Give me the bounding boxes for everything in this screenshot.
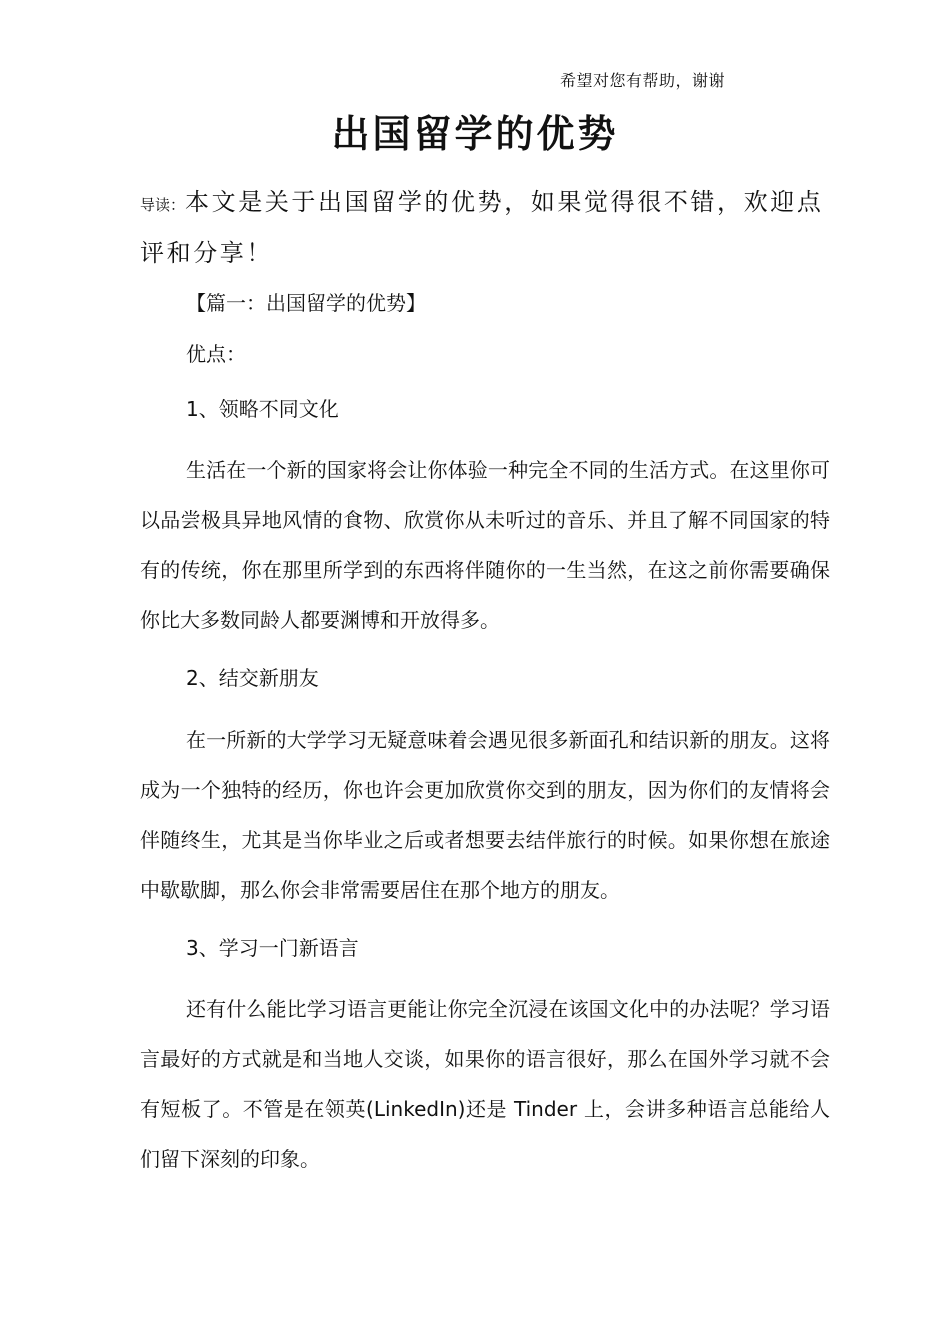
advantages-label: 优点： [186, 342, 246, 366]
item-heading-3: 3、学习一门新语言 [186, 936, 359, 960]
page-title: 出国留学的优势 [331, 112, 619, 156]
item-body-2: 在一所新的大学学习无疑意味着会遇见很多新面孔和结识新的朋友。这将成为一个独特的经历，你也许会更加欣赏你交到的朋友，因为你们的友情将会伴随终生，尤其是当你毕业之后或者想要去结伴旅行的时候。如果你想在旅途中歇歇脚，那么你会非常需要居住在那个地方的朋友。 [140, 728, 830, 902]
intro-lead: 导读： [140, 196, 186, 214]
item-body-3: 还有什么能比学习语言更能让你完全沉浸在该国文化中的办法呢？学习语言最好的方式就是和当地人交谈，如果你的语言很好，那么在国外学习就不会有短板了。不管是在领英(LinkedIn)还是 Tinder 上，会讲多种语言总能给人们留下深刻的印象。 [140, 997, 830, 1171]
header-note: 希望对您有帮助，谢谢 [560, 71, 726, 90]
intro-text: 本文是关于出国留学的优势，如果觉得很不错，欢迎点评和分享！ [140, 188, 824, 267]
item-heading-1: 1、领略不同文化 [186, 397, 339, 421]
item-body-1: 生活在一个新的国家将会让你体验一种完全不同的生活方式。在这里你可以品尝极具异地风情的食物、欣赏你从未听过的音乐、并且了解不同国家的特有的传统，你在那里所学到的东西将伴随你的一生当然，在这之前你需要确保你比大多数同龄人都要渊博和开放得多。 [140, 458, 830, 632]
item-heading-2: 2、结交新朋友 [186, 666, 319, 690]
section-heading: 【篇一：出国留学的优势】 [186, 291, 426, 315]
intro-paragraph [140, 178, 830, 277]
